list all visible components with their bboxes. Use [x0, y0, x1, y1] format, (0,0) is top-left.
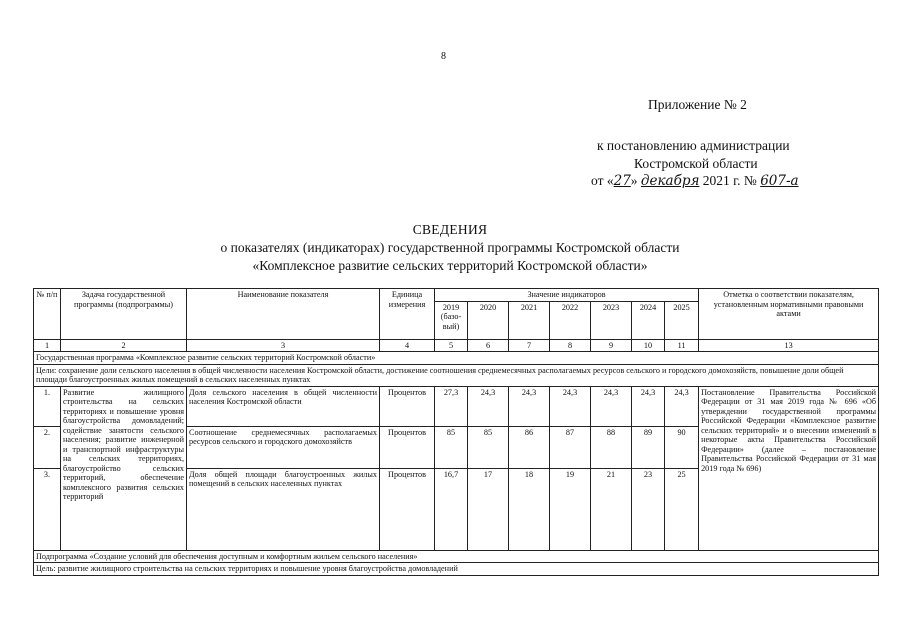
unit: Процентов — [380, 426, 435, 468]
column-number: 11 — [665, 339, 699, 352]
column-number: 13 — [699, 339, 879, 352]
column-number: 1 — [34, 339, 61, 352]
appendix-title: Приложение № 2 — [648, 97, 747, 112]
indicators-table — [33, 288, 879, 576]
date-year: 2021 г. № — [699, 173, 761, 188]
column-number: 7 — [509, 339, 550, 352]
header-year: 2025 — [665, 301, 699, 339]
subprogram-name: Подпрограмма «Создание условий для обеспечения доступным и комфортным жильем сельского населения» — [34, 550, 879, 563]
header-year: 2020 — [468, 301, 509, 339]
value-2019: 27,3 — [435, 386, 468, 426]
header-year: 2023 — [591, 301, 632, 339]
column-number: 8 — [550, 339, 591, 352]
value-2024: 23 — [632, 468, 665, 550]
row-num: 3. — [34, 468, 61, 550]
value-2024: 24,3 — [632, 386, 665, 426]
value-2022: 87 — [550, 426, 591, 468]
column-number: 9 — [591, 339, 632, 352]
header-task: Задача государственной программы (подпрограммы) — [61, 289, 187, 340]
header-values-group: Значение индикаторов — [435, 289, 699, 302]
header-indicator: Наименование показателя — [187, 289, 380, 340]
value-2020: 17 — [468, 468, 509, 550]
value-2020: 24,3 — [468, 386, 509, 426]
indicator-name: Доля сельского населения в общей численности населения Костромской области — [187, 386, 380, 426]
indicator-name: Доля общей площади благоустроенных жилых помещений в сельских населенных пунктах — [187, 468, 380, 550]
row-num: 2. — [34, 426, 61, 468]
value-2019: 16,7 — [435, 468, 468, 550]
header-year: 2022 — [550, 301, 591, 339]
value-2021: 18 — [509, 468, 550, 550]
header-year: 2019 (базо-вый) — [435, 301, 468, 339]
header-row — [34, 289, 879, 302]
column-number: 5 — [435, 339, 468, 352]
handwritten-day: 27 — [613, 173, 631, 189]
handwritten-month: декабря — [640, 173, 700, 189]
value-2021: 24,3 — [509, 386, 550, 426]
column-number: 6 — [468, 339, 509, 352]
value-2023: 24,3 — [591, 386, 632, 426]
header-num: № п/п — [34, 289, 61, 340]
value-2022: 24,3 — [550, 386, 591, 426]
subprogram-goal: Цель: развитие жилищного строительства на сельских территориях и повышение уровня благоустройства домовладений — [34, 563, 879, 576]
unit: Процентов — [380, 468, 435, 550]
value-2021: 86 — [509, 426, 550, 468]
subprogram-row — [34, 550, 879, 563]
program-name: Государственная программа «Комплексное развитие сельских территорий Костромской области» — [34, 352, 879, 365]
doc-heading: СВЕДЕНИЯ — [412, 222, 488, 237]
handwritten-number: 607-а — [760, 173, 799, 189]
header-unit: Единица измерения — [380, 289, 435, 340]
program-row — [34, 352, 879, 365]
column-number: 10 — [632, 339, 665, 352]
date-mid: » — [630, 173, 641, 188]
date-prefix: от « — [591, 173, 614, 188]
value-2024: 89 — [632, 426, 665, 468]
value-2025: 25 — [665, 468, 699, 550]
appendix-line-2: Костромской области — [634, 156, 758, 171]
compliance-text: Постановление Правительства Российской Федерации от 31 мая 2019 года № 696 «Об утверждении государственной программы Российской Федерации «Комплексное развитие сельских территорий» и о внесении изменений в некоторые акты Правительства Российской Федерации» (далее – постановление Правительства Российской Федерации от 31 мая 2019 года № 696) — [699, 386, 879, 550]
column-number: 3 — [187, 339, 380, 352]
value-2020: 85 — [468, 426, 509, 468]
header-year: 2024 — [632, 301, 665, 339]
row-num: 1. — [34, 386, 61, 426]
page-number: 8 — [441, 51, 446, 62]
value-2025: 24,3 — [665, 386, 699, 426]
appendix-date-line — [591, 173, 799, 189]
header-year: 2021 — [509, 301, 550, 339]
column-number: 4 — [380, 339, 435, 352]
goal-row — [34, 364, 879, 386]
table-row — [34, 386, 879, 426]
value-2022: 19 — [550, 468, 591, 550]
task-text: Развитие жилищного строительства на сельских территориях и повышение уровня благоустройства домовладений; содействие занятости сельского населения; развитие инженерной и транспортной инфраструктуры на сельских территориях, благоустройство сельских территорий, обеспечение комплексного развития сельских территорий — [61, 386, 187, 550]
column-number: 2 — [61, 339, 187, 352]
unit: Процентов — [380, 386, 435, 426]
value-2023: 88 — [591, 426, 632, 468]
value-2023: 21 — [591, 468, 632, 550]
value-2025: 90 — [665, 426, 699, 468]
subgoal-row — [34, 563, 879, 576]
indicator-name: Соотношение среднемесячных располагаемых ресурсов сельского и городского домохозяйств — [187, 426, 380, 468]
program-goals: Цели: сохранение доли сельского населения в общей численности населения Костромской области, достижение соотношения среднемесячных располагаемых ресурсов сельского и городского домохозяйств, повышение доли общей площади благоустроенных жилых помещений в сельских населенных пунктах — [34, 364, 879, 386]
doc-title-line-2: «Комплексное развитие сельских территорий Костромской области» — [252, 258, 648, 273]
doc-title-line-1: о показателях (индикаторах) государственной программы Костромской области — [220, 240, 680, 255]
value-2019: 85 — [435, 426, 468, 468]
header-compliance: Отметка о соответствии показателям, установленным нормативными правовыми актами — [699, 289, 879, 340]
appendix-line-1: к постановлению администрации — [597, 138, 790, 153]
column-numbers-row — [34, 339, 879, 352]
